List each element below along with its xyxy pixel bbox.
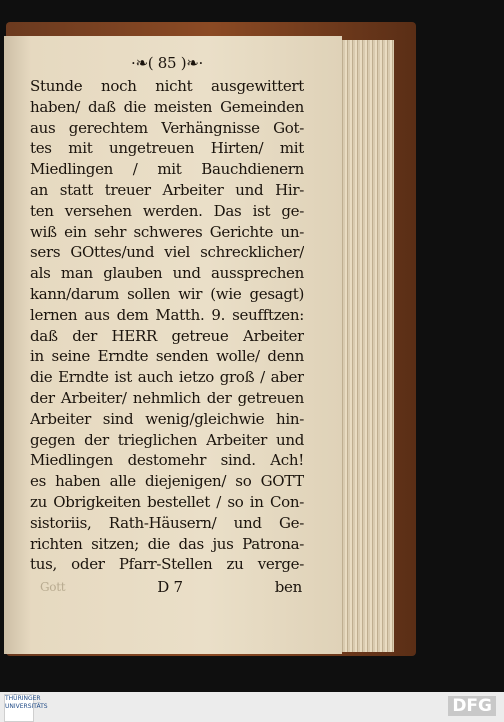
text-line: sers GOttes/und viel schrecklicher/ (30, 243, 304, 262)
text-line: Miedlingen destomehr sind. Ach! (30, 451, 304, 470)
text-line: aus gerechtem Verhängnisse Got- (30, 118, 304, 137)
text-line: es haben alle diejenigen/ so GOTT (30, 472, 304, 491)
text-line: wiß ein sehr schweres Gerichte un- (30, 222, 304, 241)
page-footer (30, 577, 304, 598)
text-line: Miedlingen / mit Bauchdienern (30, 160, 304, 179)
text-line: zu Obrigkeiten bestellet / so in Con- (30, 492, 304, 511)
text-line: die Erndte ist auch ietzo groß / aber (30, 368, 304, 387)
library-logo: THÜRINGER UNIVERSITÄTS (4, 694, 34, 722)
text-body (30, 76, 304, 575)
text-line: tus, oder Pfarr-Stellen zu verge- (30, 555, 304, 574)
text-line: kann/darum sollen wir (wie gesagt) (30, 284, 304, 303)
book-page (4, 36, 342, 654)
text-line: haben/ daß die meisten Gemeinden (30, 97, 304, 116)
viewer-footer-bar (0, 692, 504, 722)
catchword: ben (274, 578, 302, 597)
signature-mark: D 7 (157, 578, 183, 597)
page-header: ·❧( 85 )❧· (130, 54, 203, 72)
text-line: der Arbeiter/ nehmlich der getreuen (30, 388, 304, 407)
text-line: gegen der trieglichen Arbeiter und (30, 430, 304, 449)
text-line: Stunde noch nicht ausgewittert (30, 77, 304, 95)
text-line: richten sitzen; die das jus Patrona- (30, 534, 304, 553)
text-line: in seine Erndte senden wolle/ denn (30, 347, 304, 366)
bleed-through-text: Gott (40, 580, 66, 595)
text-line: Arbeiter sind wenig/gleichwie hin- (30, 409, 304, 428)
text-line: lernen aus dem Matth. 9. seufftzen: (30, 305, 304, 324)
dfg-logo: DFG (448, 696, 496, 716)
text-line: daß der HERR getreue Arbeiter (30, 326, 304, 345)
text-line: sistoriis, Rath-Häusern/ und Ge- (30, 513, 304, 532)
text-line: an statt treuer Arbeiter und Hir- (30, 180, 304, 199)
text-line: tes mit ungetreuen Hirten/ mit (30, 139, 304, 158)
text-line: als man glauben und aussprechen (30, 264, 304, 283)
text-line: ten versehen werden. Das ist ge- (30, 201, 304, 220)
page-text (30, 50, 304, 598)
